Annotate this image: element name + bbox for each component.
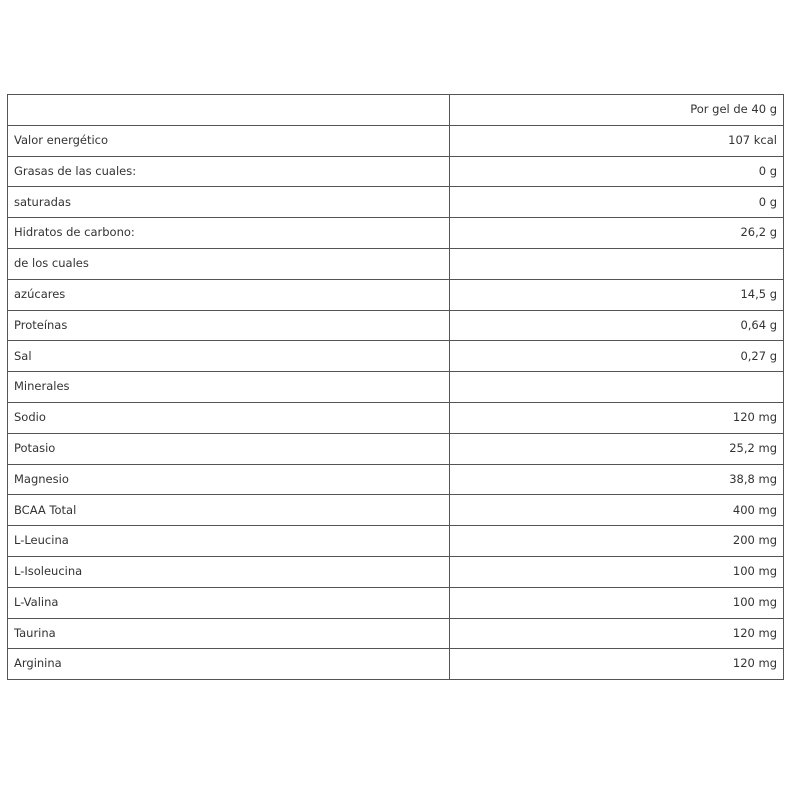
- table-row: [8, 218, 784, 249]
- table-row: [8, 526, 784, 557]
- table-header-row: [8, 95, 784, 126]
- nutrient-name: Potasio: [8, 433, 450, 464]
- nutrient-amount: 120 mg: [450, 402, 784, 433]
- nutrient-name: Hidratos de carbono:: [8, 218, 450, 249]
- table-row: [8, 495, 784, 526]
- nutrient-amount: 200 mg: [450, 526, 784, 557]
- nutrient-amount: 38,8 mg: [450, 464, 784, 495]
- nutrient-name: Magnesio: [8, 464, 450, 495]
- nutrient-amount: 120 mg: [450, 618, 784, 649]
- nutrient-name: Sodio: [8, 402, 450, 433]
- table-row: [8, 310, 784, 341]
- nutrient-name: Proteínas: [8, 310, 450, 341]
- table-row: [8, 464, 784, 495]
- table-row: [8, 556, 784, 587]
- nutrient-amount: [450, 248, 784, 279]
- table-row: [8, 156, 784, 187]
- table-row: [8, 587, 784, 618]
- nutrient-amount: 120 mg: [450, 649, 784, 680]
- nutrient-name: azúcares: [8, 279, 450, 310]
- nutrient-amount: 0,27 g: [450, 341, 784, 372]
- nutrient-name: L-Leucina: [8, 526, 450, 557]
- table-row: [8, 402, 784, 433]
- nutrient-name: Grasas de las cuales:: [8, 156, 450, 187]
- nutrient-amount: 0 g: [450, 187, 784, 218]
- nutrient-amount: 107 kcal: [450, 125, 784, 156]
- nutrient-amount: 400 mg: [450, 495, 784, 526]
- nutrient-amount: 0,64 g: [450, 310, 784, 341]
- nutrient-name: de los cuales: [8, 248, 450, 279]
- nutrition-table-body: [8, 95, 784, 680]
- nutrient-amount: 14,5 g: [450, 279, 784, 310]
- table-row: [8, 649, 784, 680]
- nutrient-name: BCAA Total: [8, 495, 450, 526]
- nutrient-name: Minerales: [8, 372, 450, 403]
- nutrient-name: saturadas: [8, 187, 450, 218]
- table-row: [8, 433, 784, 464]
- nutrient-amount: 0 g: [450, 156, 784, 187]
- nutrient-name: Sal: [8, 341, 450, 372]
- table-row: [8, 187, 784, 218]
- table-row: [8, 372, 784, 403]
- nutrient-name: L-Isoleucina: [8, 556, 450, 587]
- table-row: [8, 125, 784, 156]
- nutrient-amount: 25,2 mg: [450, 433, 784, 464]
- nutrient-amount: 26,2 g: [450, 218, 784, 249]
- table-row: [8, 618, 784, 649]
- nutrient-amount: [450, 372, 784, 403]
- nutrient-amount: 100 mg: [450, 556, 784, 587]
- nutrient-name: Valor energético: [8, 125, 450, 156]
- table-row: [8, 279, 784, 310]
- header-label-cell: [8, 95, 450, 126]
- nutrient-name: Taurina: [8, 618, 450, 649]
- nutrition-table: [7, 94, 784, 680]
- nutrient-name: Arginina: [8, 649, 450, 680]
- table-row: [8, 341, 784, 372]
- nutrient-name: L-Valina: [8, 587, 450, 618]
- header-serving-cell: Por gel de 40 g: [450, 95, 784, 126]
- nutrient-amount: 100 mg: [450, 587, 784, 618]
- table-row: [8, 248, 784, 279]
